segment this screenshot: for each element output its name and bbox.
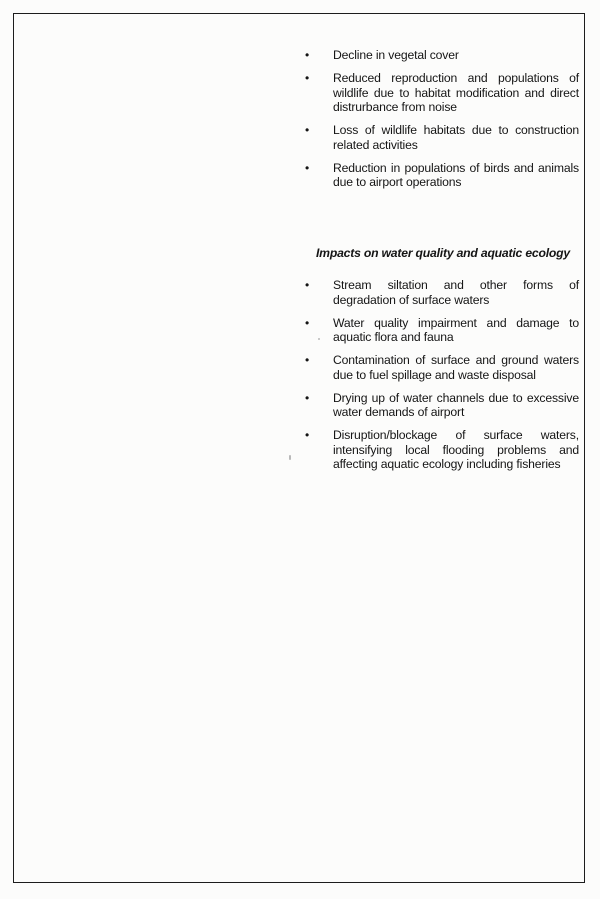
list-item-text: Decline in vegetal cover xyxy=(333,48,459,62)
bullet-icon: • xyxy=(305,428,310,442)
list-item xyxy=(305,391,579,420)
bullet-icon: • xyxy=(305,48,310,62)
list-item-text: Drying up of water channels due to excessive water demands of airport xyxy=(333,390,579,419)
wildlife-impacts-section xyxy=(305,48,579,198)
list-item-text: Reduced reproduction and populations of wildlife due to habitat modification and direct distrurbance from noise xyxy=(333,71,579,114)
bullet-icon: • xyxy=(305,353,310,367)
list-item xyxy=(305,278,579,307)
water-impacts-section xyxy=(305,278,579,480)
section-heading: Impacts on water quality and aquatic ecology xyxy=(316,246,570,260)
list-item-text: Loss of wildlife habitats due to construction related activities xyxy=(333,123,579,152)
list-item-text: Water quality impairment and damage to aquatic flora and fauna xyxy=(333,315,579,344)
bullet-icon: • xyxy=(305,390,310,405)
list-item xyxy=(305,123,579,152)
list-item xyxy=(305,48,579,63)
list-item-text: Contamination of surface and ground waters due to fuel spillage and waste disposal xyxy=(333,353,579,382)
list-item-text: Reduction in populations of birds and animals due to airport operations xyxy=(333,160,579,189)
list-item xyxy=(305,316,579,345)
list-item xyxy=(305,353,579,382)
list-item xyxy=(305,161,579,190)
water-impacts-list xyxy=(305,278,579,472)
bullet-icon: • xyxy=(305,278,310,292)
scan-speck xyxy=(289,455,291,460)
bullet-icon: • xyxy=(305,160,310,175)
list-item-text: Stream siltation and other forms of degradation of surface waters xyxy=(333,278,579,307)
wildlife-impacts-list xyxy=(305,48,579,190)
bullet-icon: • xyxy=(305,315,310,330)
list-item xyxy=(305,71,579,115)
bullet-icon: • xyxy=(305,123,310,137)
list-item-text: Disruption/blockage of surface waters, intensifying local flooding problems and affecting aquatic ecology including fisheries xyxy=(333,428,579,471)
list-item xyxy=(305,428,579,472)
bullet-icon: • xyxy=(305,71,310,85)
